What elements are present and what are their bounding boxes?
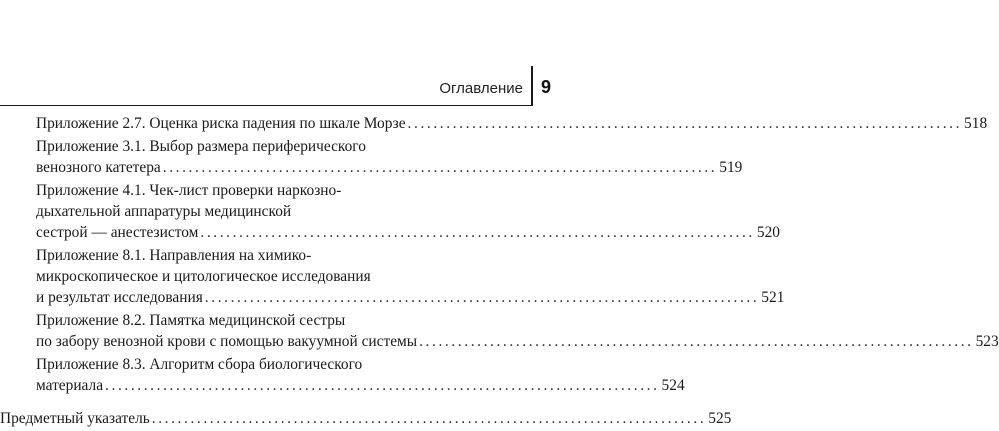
toc-entry-text: по забору венозной крови с помощью вакуумной системы (36, 333, 418, 350)
toc-entry[interactable] (0, 136, 743, 178)
toc-entry-text: Приложение 4.1. Чек-лист проверки наркозно- (36, 182, 342, 199)
leader-dots: ...................................................................................... (204, 289, 760, 306)
leader-dots: ...................................................................................... (151, 410, 707, 427)
toc-page-number: 524 (661, 377, 685, 394)
toc-page-number: 525 (708, 410, 732, 427)
toc-page-number: 518 (964, 115, 988, 132)
toc-entry[interactable] (0, 310, 999, 352)
toc-entry-text: Приложение 2.7. Оценка риска падения по шкале Морзе (36, 115, 406, 132)
toc-page-number: 521 (761, 289, 785, 306)
leader-dots: ...................................................................................... (162, 159, 718, 176)
header-vertical-rule (531, 66, 533, 106)
toc-entry-text: материала (36, 377, 104, 394)
toc-page-number: 519 (719, 159, 743, 176)
toc-page-number: 523 (975, 333, 999, 350)
toc-entry-text: венозного катетера (36, 159, 161, 176)
toc-entry-index[interactable] (0, 408, 732, 429)
leader-dots: ...................................................................................... (407, 115, 963, 132)
toc-page-number: 520 (756, 224, 780, 241)
toc-entry[interactable] (0, 180, 780, 243)
toc-entry-text: Приложение 8.1. Направления на химико- (36, 247, 312, 264)
page-number: 9 (541, 77, 552, 97)
header-horizontal-rule (0, 105, 533, 106)
leader-dots: ...................................................................................... (200, 224, 755, 241)
running-header (0, 66, 560, 106)
leader-dots: ...................................................................................... (419, 333, 974, 350)
table-of-contents (0, 113, 999, 431)
leader-dots: ...................................................................................... (105, 377, 660, 394)
toc-entry-text: Приложение 3.1. Выбор размера периферического (36, 138, 366, 155)
toc-entry-text: дыхательной аппаратуры медицинской (36, 203, 292, 220)
toc-entry-text: и результат исследования (36, 289, 203, 306)
toc-entry[interactable] (0, 245, 785, 308)
toc-entry-text: Приложение 8.3. Алгоритм сбора биологического (36, 356, 363, 373)
header-title: Оглавление (439, 80, 523, 97)
toc-entry-text: микроскопическое и цитологическое исследования (36, 268, 371, 285)
toc-entry[interactable] (0, 113, 988, 134)
toc-entry-text: Предметный указатель (0, 410, 150, 427)
toc-entry-text: Приложение 8.2. Памятка медицинской сестры (36, 312, 346, 329)
toc-entry-text: сестрой — анестезистом (36, 224, 199, 241)
toc-entry[interactable] (0, 354, 685, 396)
